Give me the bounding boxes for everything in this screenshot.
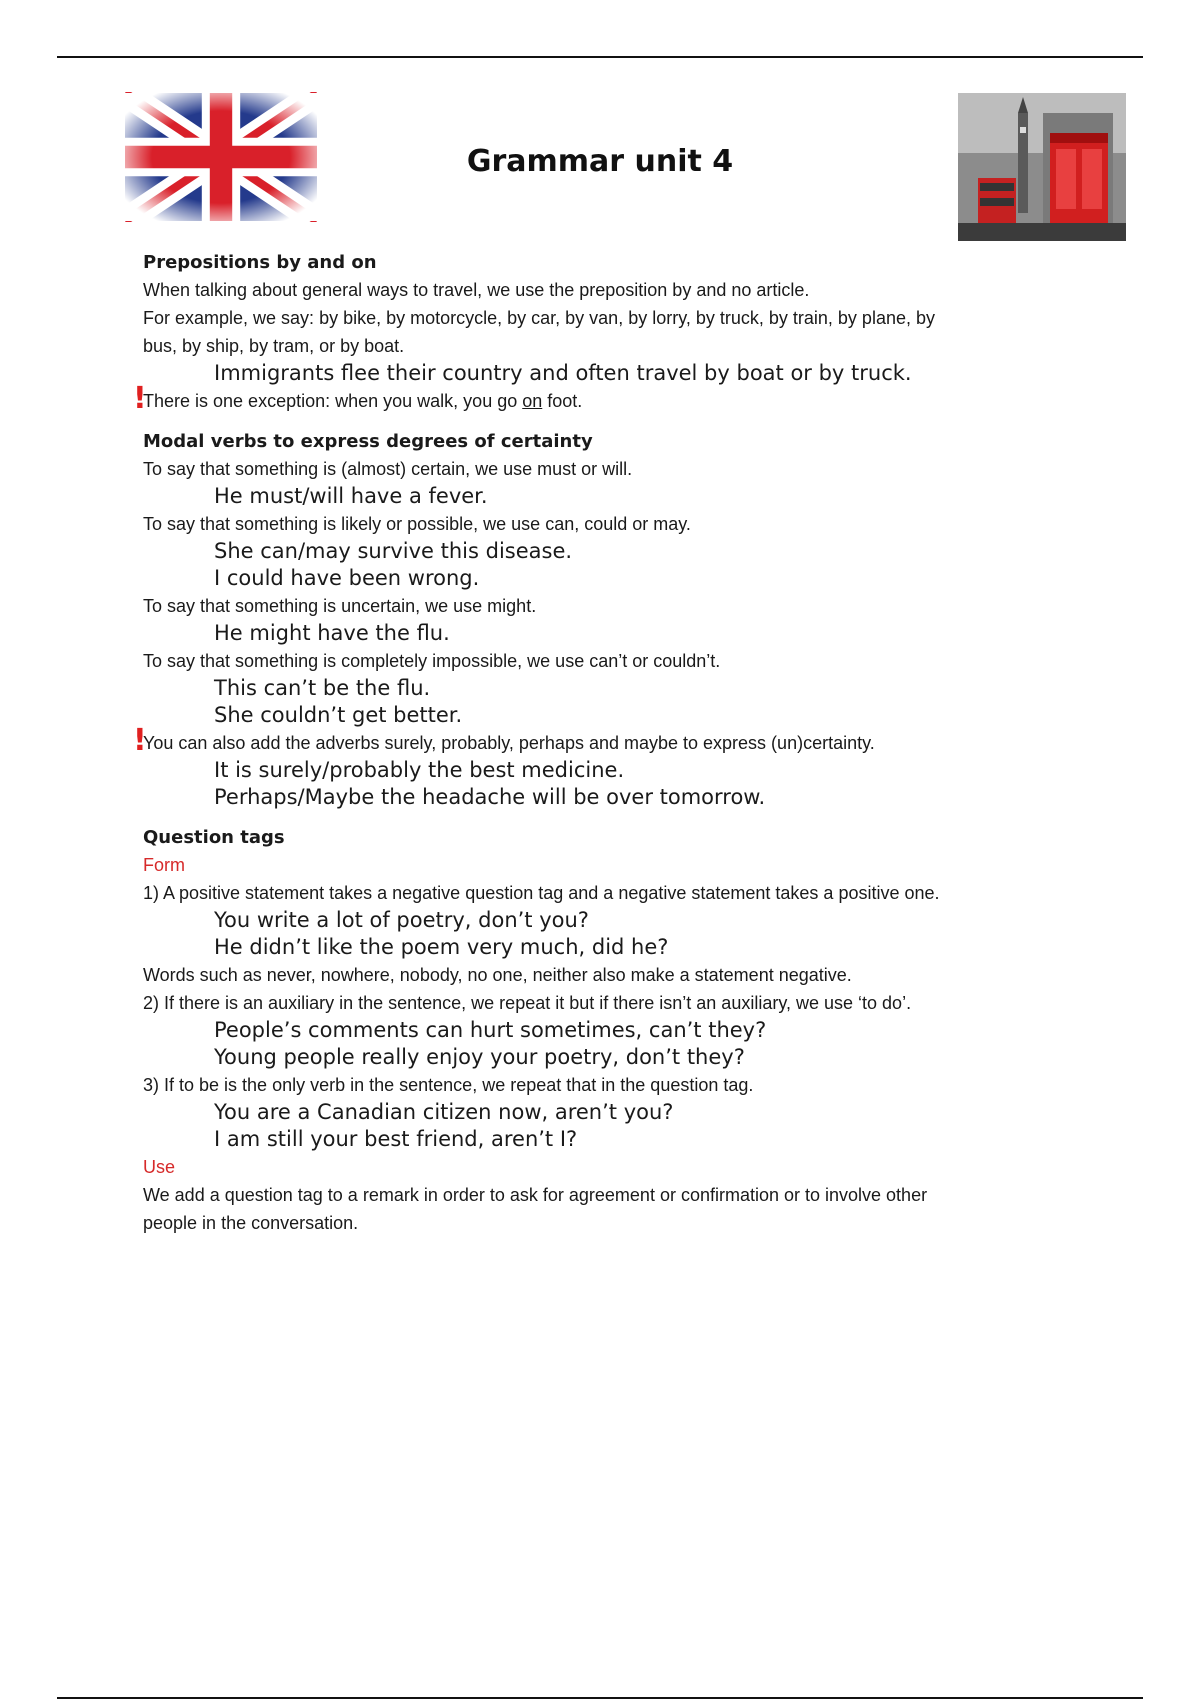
example-sentence: She couldn’t get better. [214, 703, 463, 727]
example-sentence: Immigrants flee their country and often travel by boat or by truck. [214, 361, 912, 385]
paragraph: To say that something is completely impossible, we use can’t or couldn’t. [143, 651, 721, 671]
example-sentence: Perhaps/Maybe the headache will be over tomorrow. [214, 785, 766, 809]
paragraph: To say that something is uncertain, we use might. [143, 596, 537, 616]
page-title: Grammar unit 4 [466, 144, 734, 179]
example-sentence: This can’t be the flu. [214, 676, 431, 700]
example-sentence: Young people really enjoy your poetry, don’t they? [214, 1045, 745, 1069]
exclamation-icon: ! [133, 381, 147, 416]
example-sentence: I could have been wrong. [214, 566, 480, 590]
paragraph: 2) If there is an auxiliary in the sentence, we repeat it but if there isn’t an auxiliary, we use ‘to do’. [143, 993, 912, 1013]
bottom-rule [57, 1697, 1143, 1699]
section-heading-question-tags: Question tags [143, 827, 285, 848]
example-sentence: He must/will have a fever. [214, 484, 488, 508]
content [133, 250, 1073, 1237]
section-heading-prepositions: Prepositions by and on [143, 252, 377, 273]
example-sentence: You are a Canadian citizen now, aren’t you? [214, 1100, 674, 1124]
paragraph: When talking about general ways to travel, we use the preposition by and no article. [143, 280, 810, 300]
example-sentence: He didn’t like the poem very much, did he? [214, 935, 669, 959]
paragraph: To say that something is (almost) certain, we use must or will. [143, 459, 633, 479]
paragraph: bus, by ship, by tram, or by boat. [143, 336, 405, 356]
underlined-on: on [522, 391, 543, 411]
exception-note: ! There is one exception: when you walk, you go on foot. [133, 381, 583, 416]
top-rule [57, 56, 1143, 58]
exclamation-icon: ! [133, 723, 147, 758]
example-sentence: People’s comments can hurt sometimes, can’t they? [214, 1018, 767, 1042]
section-heading-modals: Modal verbs to express degrees of certainty [143, 431, 593, 452]
example-sentence: You write a lot of poetry, don’t you? [214, 908, 589, 932]
paragraph: We add a question tag to a remark in order to ask for agreement or confirmation or to involve other [143, 1185, 928, 1205]
paragraph: For example, we say: by bike, by motorcycle, by car, by van, by lorry, by truck, by train, by plane, by [143, 308, 935, 328]
subheading-use: Use [143, 1157, 176, 1177]
paragraph: To say that something is likely or possible, we use can, could or may. [143, 514, 691, 534]
paragraph: people in the conversation. [143, 1213, 359, 1233]
paragraph: 3) If to be is the only verb in the sentence, we repeat that in the question tag. [143, 1075, 754, 1095]
example-sentence: He might have the flu. [214, 621, 450, 645]
example-sentence: She can/may survive this disease. [214, 539, 573, 563]
paragraph: Words such as never, nowhere, nobody, no one, neither also make a statement negative. [143, 965, 852, 985]
london-photo-image [958, 93, 1126, 241]
union-jack-flag-image [125, 92, 317, 222]
example-sentence: I am still your best friend, aren’t I? [214, 1127, 578, 1151]
example-sentence: It is surely/probably the best medicine. [214, 758, 625, 782]
subheading-form: Form [143, 855, 185, 875]
paragraph: 1) A positive statement takes a negative question tag and a negative statement takes a positive one. [143, 883, 940, 903]
adverbs-note: ! You can also add the adverbs surely, probably, perhaps and maybe to express (un)certainty. [133, 723, 875, 758]
